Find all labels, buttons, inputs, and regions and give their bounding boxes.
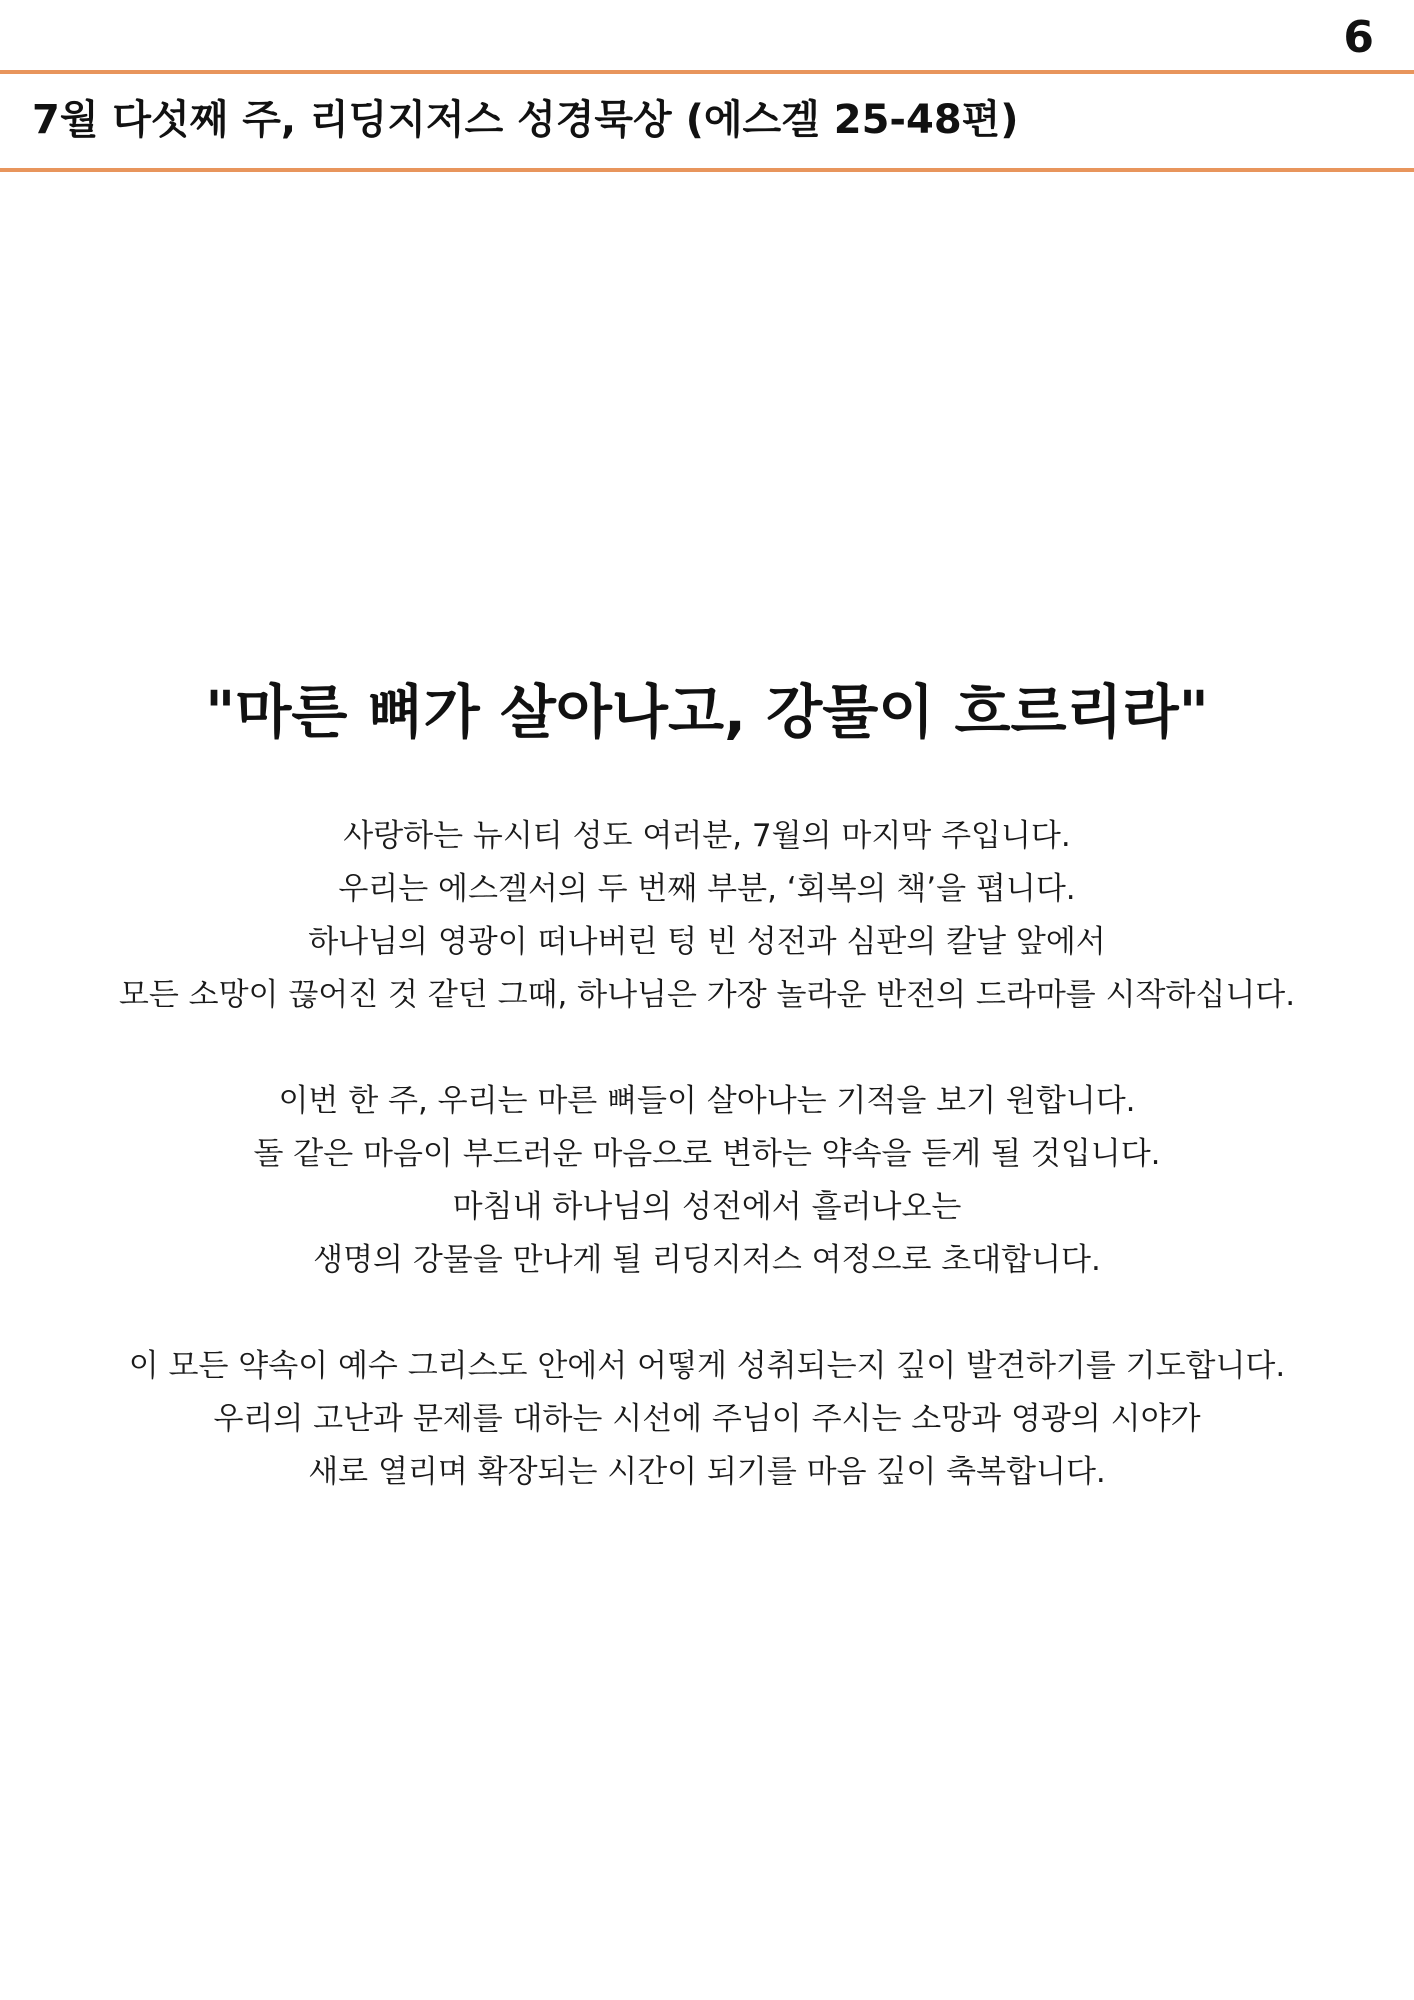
page-title: "마른 뼈가 살아나고, 강물이 흐르리라" [205, 678, 1209, 746]
text-line: 하나님의 영광이 떠나버린 텅 빈 성전과 심판의 칼날 앞에서 [308, 924, 1106, 960]
text-line: 모든 소망이 끊어진 것 같던 그때, 하나님은 가장 놀라운 반전의 드라마를 시작하십니다. [118, 977, 1296, 1013]
body-text [0, 810, 1414, 1552]
header-top-rule [0, 70, 1414, 74]
paragraph-3 [0, 1340, 1414, 1499]
text-line: 생명의 강물을 만나게 될 리딩지저스 여정으로 초대합니다. [313, 1242, 1101, 1278]
paragraph-2 [0, 1075, 1414, 1287]
text-line: 돌 같은 마음이 부드러운 마음으로 변하는 약속을 듣게 될 것입니다. [253, 1136, 1161, 1172]
text-line: 우리는 에스겔서의 두 번째 부분, ‘회복의 책’을 폅니다. [338, 871, 1076, 907]
header-title: 7월 다섯째 주, 리딩지저스 성경묵상 (에스겔 25-48편) [32, 97, 1019, 143]
text-line: 사랑하는 뉴시티 성도 여러분, 7월의 마지막 주입니다. [343, 818, 1071, 854]
text-line: 이 모든 약속이 예수 그리스도 안에서 어떻게 성취되는지 깊이 발견하기를 기도합니다. [128, 1348, 1286, 1384]
text-line: 새로 열리며 확장되는 시간이 되기를 마음 깊이 축복합니다. [308, 1454, 1106, 1490]
text-line: 마침내 하나님의 성전에서 흘러나오는 [452, 1189, 962, 1225]
paragraph-1 [0, 810, 1414, 1022]
page-number: 6 [1343, 12, 1374, 63]
text-line: 이번 한 주, 우리는 마른 뼈들이 살아나는 기적을 보기 원합니다. [278, 1083, 1136, 1119]
text-line: 우리의 고난과 문제를 대하는 시선에 주님이 주시는 소망과 영광의 시야가 [213, 1401, 1201, 1437]
header-bottom-rule [0, 168, 1414, 172]
